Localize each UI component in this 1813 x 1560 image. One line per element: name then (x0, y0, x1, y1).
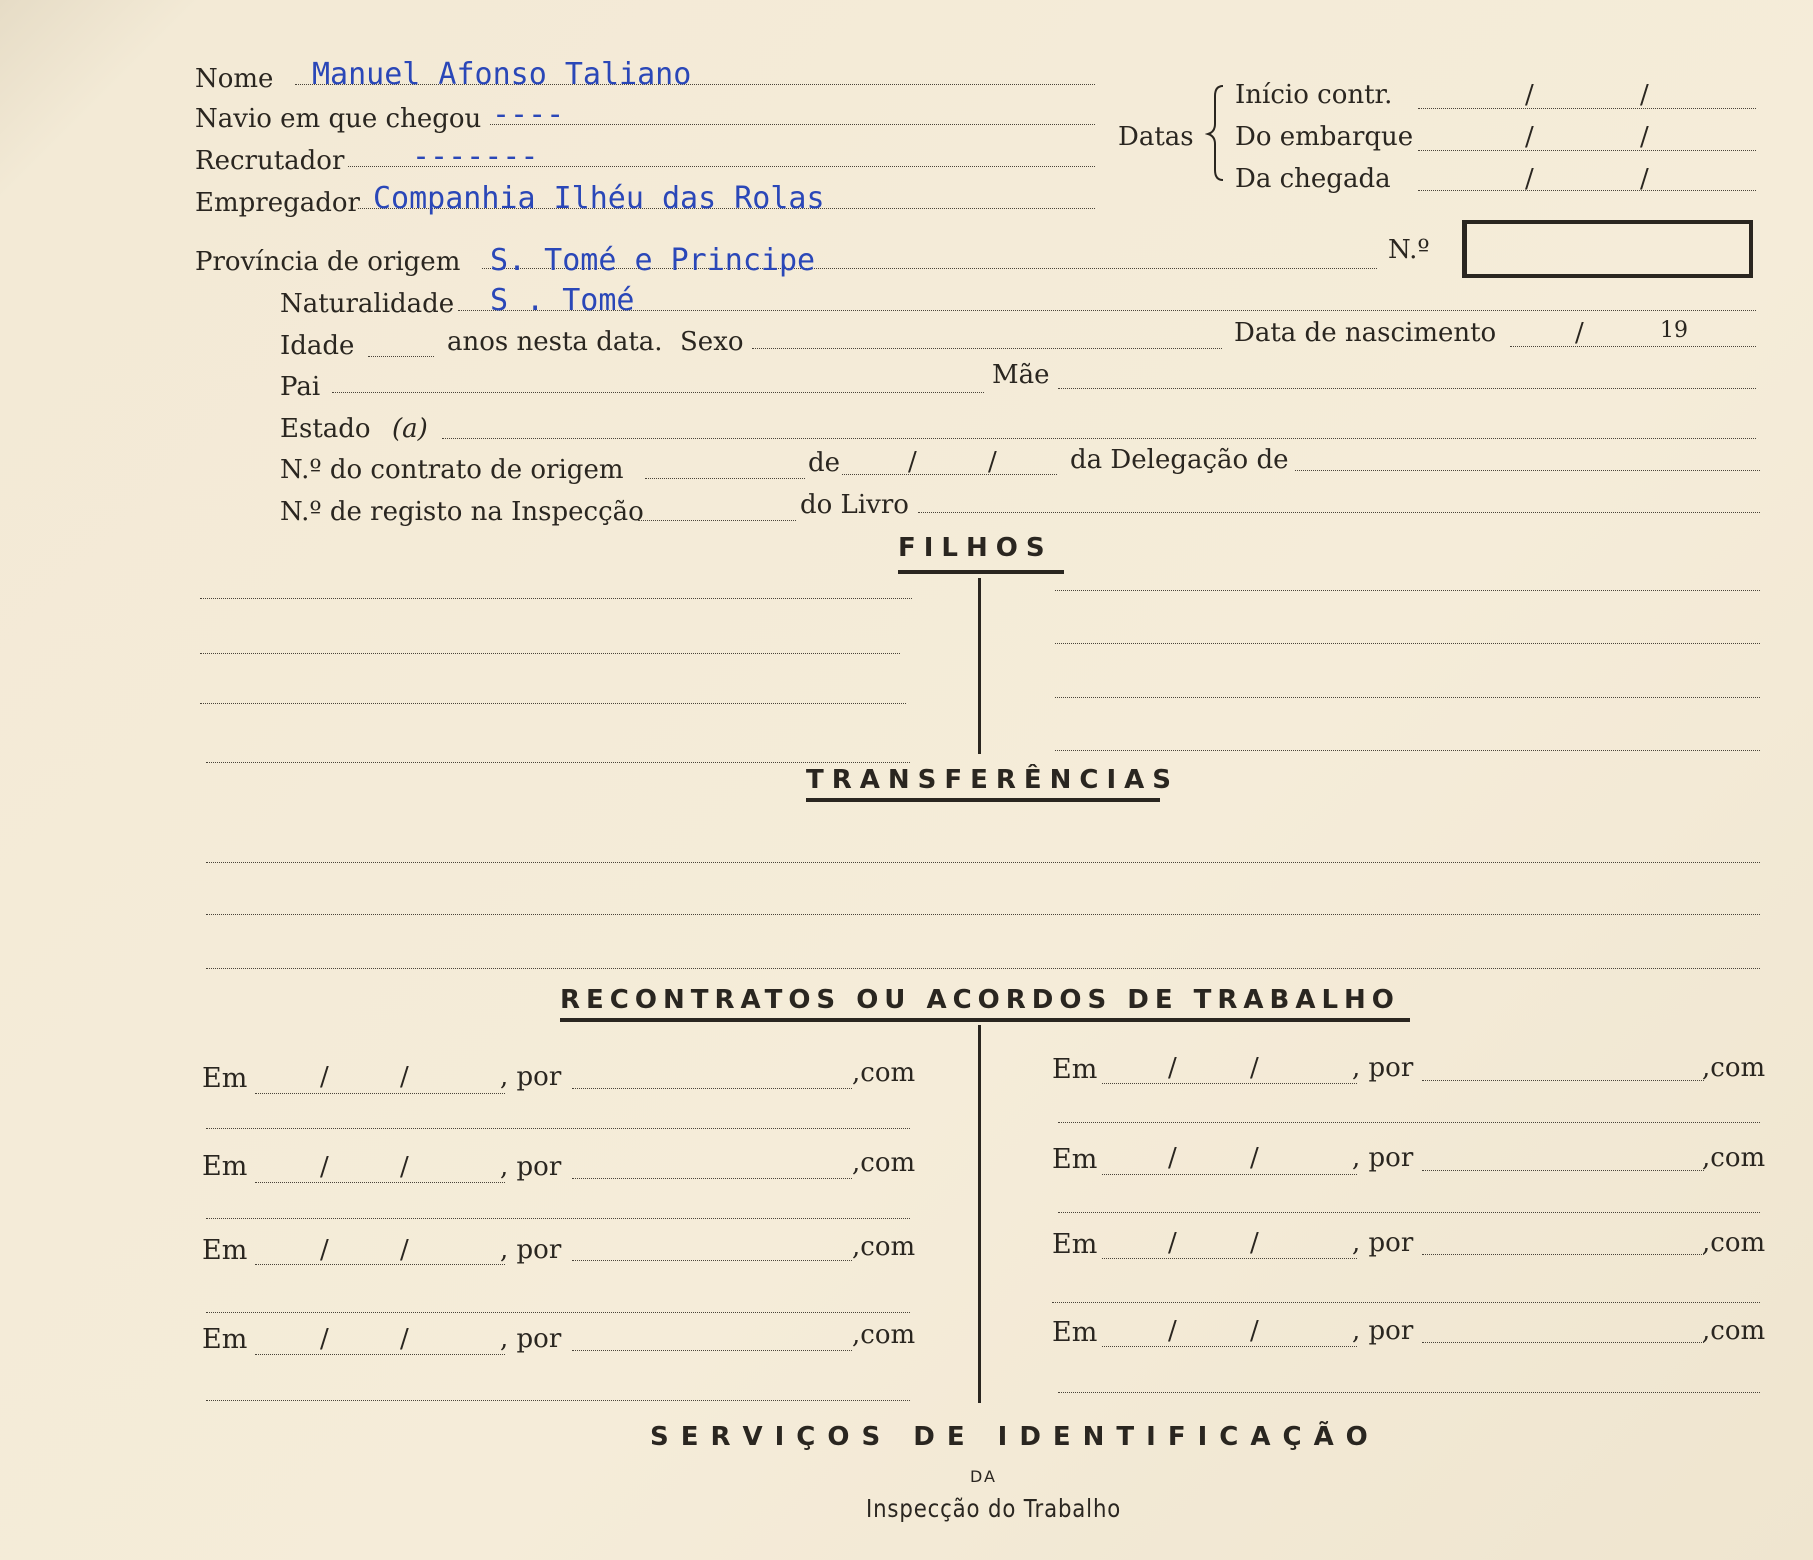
naturalidade-label: Naturalidade (280, 289, 455, 319)
contrato-slash-1: / (908, 447, 917, 477)
rc-right-1-extra-line[interactable] (1058, 1122, 1760, 1123)
transferencias-line-3[interactable] (206, 968, 1760, 969)
rc-right-2-em: Em (1052, 1144, 1098, 1175)
rc-right-3-extra-line[interactable] (1052, 1302, 1760, 1303)
rc-left-4-extra-line[interactable] (206, 1400, 910, 1401)
pai-line[interactable] (332, 392, 984, 393)
rc-left-3-com: ,com (852, 1232, 916, 1262)
inicio-line[interactable] (1418, 108, 1756, 109)
chegada-line[interactable] (1418, 190, 1756, 191)
embarque-slash-1: / (1525, 122, 1534, 152)
filhos-right-line-4[interactable] (1055, 750, 1760, 751)
embarque-line[interactable] (1418, 150, 1756, 151)
rc-right-3-por: , por (1352, 1228, 1414, 1258)
rc-left-1-por-line[interactable] (572, 1088, 852, 1089)
rc-left-4-em: Em (202, 1324, 248, 1355)
anos-label: anos nesta data. (447, 327, 663, 357)
rc-right-4-slash-1: / (1168, 1316, 1177, 1346)
rc-right-1-em: Em (1052, 1054, 1098, 1085)
rc-left-4-slash-2: / (400, 1324, 409, 1354)
rc-right-2-por: , por (1352, 1143, 1414, 1173)
rc-right-4-com: ,com (1702, 1316, 1766, 1346)
filhos-right-line-1[interactable] (1055, 590, 1760, 591)
embarque-label: Do embarque (1235, 122, 1414, 152)
rc-right-2-extra-line[interactable] (1058, 1212, 1760, 1213)
chegada-label: Da chegada (1235, 164, 1391, 194)
rc-left-4-slash-1: / (320, 1324, 329, 1354)
rc-left-2-por: , por (500, 1152, 562, 1182)
recontratos-heading: RECONTRATOS OU ACORDOS DE TRABALHO (560, 985, 1400, 1015)
contrato-number-line[interactable] (645, 478, 805, 479)
filhos-left-line-2[interactable] (200, 653, 900, 654)
rc-right-4-slash-2: / (1250, 1316, 1259, 1346)
rc-left-1-slash-2: / (400, 1062, 409, 1092)
mae-label: Mãe (992, 360, 1050, 390)
contrato-slash-2: / (988, 447, 997, 477)
nascimento-label: Data de nascimento (1234, 318, 1497, 348)
rc-left-3-extra-line[interactable] (206, 1312, 910, 1313)
rc-right-3-date[interactable] (1102, 1258, 1357, 1259)
rc-right-4-extra-line[interactable] (1058, 1392, 1760, 1393)
rc-right-2-slash-1: / (1168, 1143, 1177, 1173)
livro-label: do Livro (800, 490, 909, 520)
nome-value[interactable]: Manuel Afonso Taliano (312, 57, 692, 92)
rc-right-1-slash-1: / (1168, 1053, 1177, 1083)
rc-right-2-date[interactable] (1102, 1174, 1357, 1175)
provincia-value[interactable]: S. Tomé e Principe (490, 243, 816, 278)
rc-left-1-por: , por (500, 1062, 562, 1092)
sexo-line[interactable] (752, 348, 1222, 349)
rc-right-4-por: , por (1352, 1316, 1414, 1346)
rc-left-2-por-line[interactable] (572, 1178, 852, 1179)
rc-right-3-em: Em (1052, 1229, 1098, 1260)
navio-value[interactable]: ---- (492, 97, 565, 132)
rc-left-3-date[interactable] (255, 1264, 505, 1265)
filhos-left-line-3[interactable] (200, 703, 906, 704)
rc-right-1-date[interactable] (1102, 1083, 1357, 1084)
idade-line[interactable] (368, 356, 434, 357)
footer-services: SERVIÇOS DE IDENTIFICAÇÃO (650, 1422, 1380, 1452)
rc-right-3-slash-2: / (1250, 1228, 1259, 1258)
rc-right-4-em: Em (1052, 1317, 1098, 1348)
rc-left-3-por-line[interactable] (572, 1260, 852, 1261)
rc-left-2-date[interactable] (255, 1182, 505, 1183)
mae-line[interactable] (1058, 388, 1756, 389)
rc-left-3-em: Em (202, 1235, 248, 1266)
naturalidade-line (458, 310, 1756, 311)
delegacao-line[interactable] (1295, 470, 1760, 471)
transferencias-line-1[interactable] (206, 862, 1760, 863)
estado-label: Estado (280, 414, 371, 444)
footer-da: DA (970, 1467, 997, 1486)
transferencias-heading: TRANSFERÊNCIAS (806, 765, 1180, 795)
inicio-slash-1: / (1525, 80, 1534, 110)
rc-right-3-com: ,com (1702, 1228, 1766, 1258)
contrato-label: N.º do contrato de origem (280, 455, 624, 485)
numero-box[interactable] (1462, 220, 1753, 278)
rc-left-1-extra-line[interactable] (206, 1128, 910, 1129)
chegada-slash-1: / (1525, 164, 1534, 194)
rc-right-2-slash-2: / (1250, 1143, 1259, 1173)
livro-line[interactable] (918, 512, 1760, 513)
rc-left-2-em: Em (202, 1151, 248, 1182)
rc-left-4-com: ,com (852, 1320, 916, 1350)
filhos-heading: FILHOS (898, 533, 1053, 563)
rc-right-1-slash-2: / (1250, 1053, 1259, 1083)
rc-right-4-por-line[interactable] (1422, 1342, 1704, 1343)
contrato-date-line[interactable] (842, 474, 1057, 475)
filhos-right-line-2[interactable] (1055, 643, 1760, 644)
embarque-slash-2: / (1640, 122, 1649, 152)
transferencias-line-2[interactable] (206, 914, 1760, 915)
numero-label: N.º (1388, 235, 1430, 265)
navio-label: Navio em que chegou (195, 104, 482, 134)
recontratos-divider (978, 1025, 981, 1403)
filhos-right-line-3[interactable] (1055, 697, 1760, 698)
rc-left-2-slash-2: / (400, 1152, 409, 1182)
nascimento-line[interactable] (1510, 346, 1756, 347)
rc-left-1-date[interactable] (255, 1093, 505, 1094)
naturalidade-value[interactable]: S . Tomé (490, 283, 635, 318)
inicio-label: Início contr. (1235, 80, 1393, 110)
rc-right-4-date[interactable] (1102, 1346, 1357, 1347)
inicio-slash-2: / (1640, 80, 1649, 110)
rc-left-3-slash-2: / (400, 1235, 409, 1265)
contrato-de: de (808, 448, 841, 478)
registo-line[interactable] (638, 520, 796, 521)
nascimento-slash: / (1575, 318, 1584, 348)
nascimento-year-prefix: 19 (1660, 318, 1688, 343)
chegada-slash-2: / (1640, 164, 1649, 194)
navio-line (490, 124, 1095, 125)
rc-right-1-por-line[interactable] (1422, 1080, 1704, 1081)
rc-left-3-slash-1: / (320, 1235, 329, 1265)
estado-line[interactable] (442, 438, 1756, 439)
rc-left-4-date[interactable] (255, 1354, 505, 1355)
recontratos-underline (560, 1018, 1410, 1022)
rc-left-2-extra-line[interactable] (206, 1218, 910, 1219)
rc-right-1-por: , por (1352, 1053, 1414, 1083)
idade-label: Idade (280, 331, 355, 361)
filhos-divider (978, 578, 981, 754)
sexo-label: Sexo (680, 327, 744, 357)
rc-right-2-por-line[interactable] (1422, 1170, 1704, 1171)
rc-right-3-por-line[interactable] (1422, 1254, 1704, 1255)
estado-note: (a) (392, 414, 428, 444)
provincia-label: Província de origem (195, 247, 461, 277)
footer-inspeccao: Inspecção do Trabalho (866, 1494, 1122, 1523)
filhos-underline (898, 570, 1064, 574)
rc-right-1-com: ,com (1702, 1053, 1766, 1083)
nome-label: Nome (195, 64, 274, 94)
filhos-left-line-1[interactable] (200, 598, 912, 599)
rc-left-1-em: Em (202, 1063, 248, 1094)
datas-brace-icon (1205, 82, 1229, 182)
registo-label: N.º de registo na Inspecção (280, 497, 644, 527)
recrutador-label: Recrutador (195, 146, 345, 176)
rc-right-3-slash-1: / (1168, 1228, 1177, 1258)
rc-left-2-com: ,com (852, 1148, 916, 1178)
datas-label: Datas (1118, 122, 1194, 152)
delegacao-label: da Delegação de (1070, 445, 1289, 475)
rc-left-4-por-line[interactable] (572, 1350, 852, 1351)
filhos-left-line-4[interactable] (206, 762, 910, 763)
rc-left-1-com: ,com (852, 1058, 916, 1088)
rc-left-1-slash-1: / (320, 1062, 329, 1092)
recrutador-value[interactable]: ------- (412, 139, 539, 174)
rc-left-4-por: , por (500, 1324, 562, 1354)
rc-left-2-slash-1: / (320, 1152, 329, 1182)
pai-label: Pai (280, 372, 321, 402)
transferencias-underline (806, 798, 1160, 802)
rc-right-2-com: ,com (1702, 1143, 1766, 1173)
empregador-value[interactable]: Companhia Ilhéu das Rolas (373, 181, 825, 216)
rc-left-3-por: , por (500, 1235, 562, 1265)
empregador-label: Empregador (195, 188, 360, 218)
